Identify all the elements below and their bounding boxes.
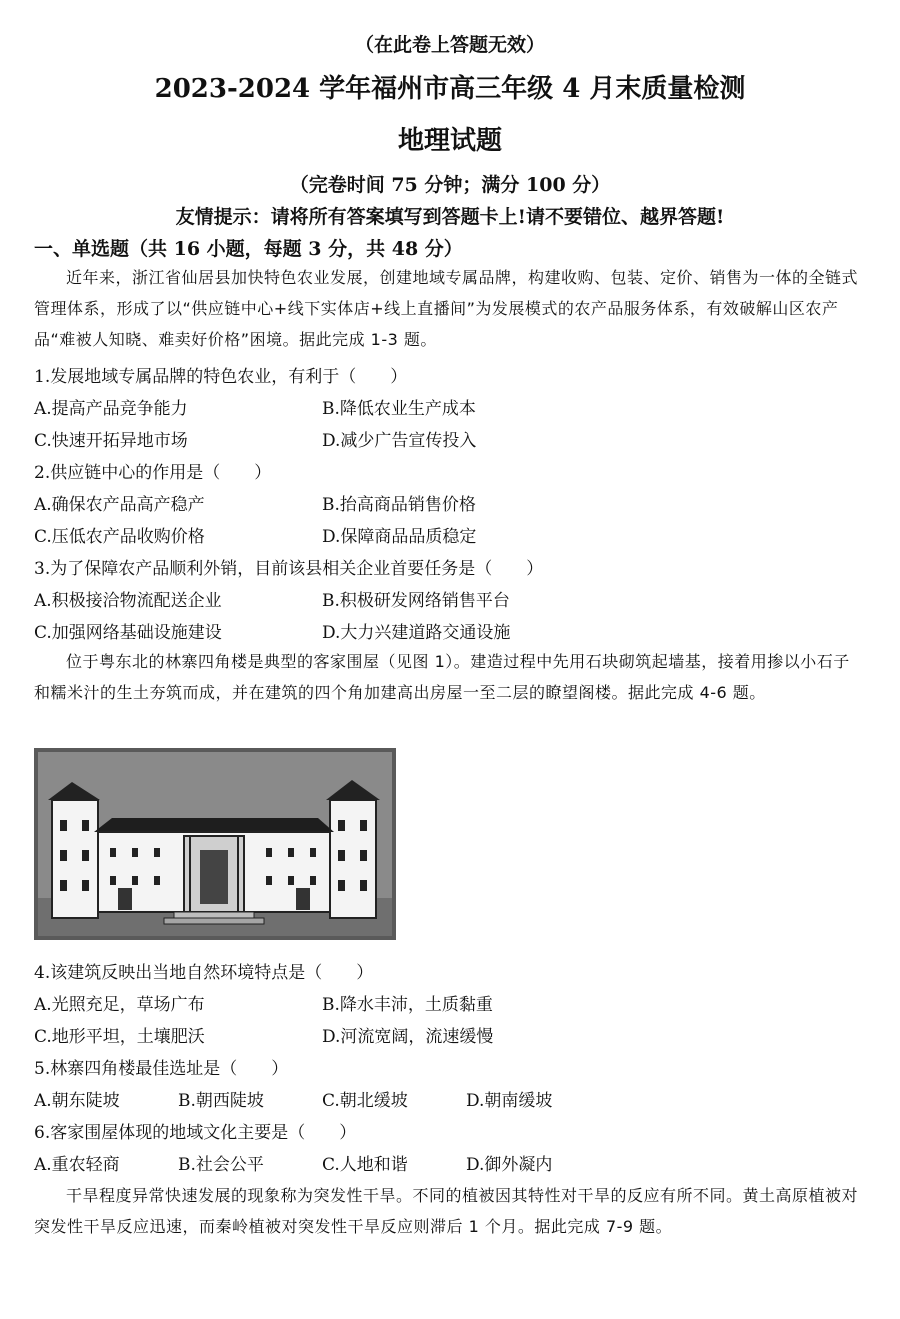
q5-option-b: B.朝西陡坡	[178, 1091, 264, 1111]
q2-option-a: A.确保农产品高产稳产	[34, 495, 205, 515]
q4-option-c: C.地形平坦，土壤肥沃	[34, 1027, 205, 1047]
q1-option-d: D.减少广告宣传投入	[322, 431, 477, 451]
q5-option-d: D.朝南缓坡	[466, 1091, 553, 1111]
q3-option-c: C.加强网络基础设施建设	[34, 623, 222, 643]
q3-option-a: A.积极接洽物流配送企业	[34, 591, 222, 611]
question-5-stem: 5.林寨四角楼最佳选址是（ ）	[34, 1059, 289, 1079]
friendly-tip: 友情提示：请将所有答案填写到答题卡上!请不要错位、越界答题!	[175, 206, 725, 228]
q2-option-b: B.抬高商品销售价格	[322, 495, 476, 515]
q2-option-d: D.保障商品品质稳定	[322, 527, 477, 547]
q6-option-d: D.御外凝内	[466, 1155, 553, 1175]
q4-option-a: A.光照充足，草场广布	[34, 995, 205, 1015]
header-note: （在此卷上答题无效）	[354, 34, 545, 56]
q6-option-b: B.社会公平	[178, 1155, 264, 1175]
q6-option-c: C.人地和谐	[322, 1155, 408, 1175]
q1-option-b: B.降低农业生产成本	[322, 399, 476, 419]
q6-option-a: A.重农轻商	[34, 1155, 120, 1175]
q5-option-c: C.朝北缓坡	[322, 1091, 408, 1111]
question-1-stem: 1.发展地域专属品牌的特色农业，有利于（ ）	[34, 367, 408, 387]
passage-3: 干旱程度异常快速发展的现象称为突发性干旱。不同的植被因其特性对干旱的反应有所不同。黄土高原植被对突发性干旱反应迅速，而秦岭植被对突发性干旱反应则滞后 1 个月。据此完成 7-9 题。	[34, 1186, 859, 1236]
q2-option-c: C.压低农产品收购价格	[34, 527, 205, 547]
question-2-stem: 2.供应链中心的作用是（ ）	[34, 463, 272, 483]
question-3-stem: 3.为了保障农产品顺利外销，目前该县相关企业首要任务是（ ）	[34, 559, 544, 579]
section-heading: 一、单选题（共 16 小题，每题 3 分，共 48 分）	[34, 238, 463, 260]
exam-time: （完卷时间 75 分钟；满分 100 分）	[289, 174, 611, 196]
q3-option-b: B.积极研发网络销售平台	[322, 591, 510, 611]
q5-option-a: A.朝东陡坡	[34, 1091, 120, 1111]
q1-option-c: C.快速开拓异地市场	[34, 431, 188, 451]
q3-option-d: D.大力兴建道路交通设施	[322, 623, 511, 643]
passage-1: 近年来，浙江省仙居县加快特色农业发展，创建地域专属品牌，构建收购、包装、定价、销售为一体的全链式管理体系，形成了以“供应链中心+线下实体店+线上直播间”为发展模式的农产品服务体系，有效破解山区农产品“难被人知晓、难卖好价格”困境。据此完成 1-3 题。	[34, 268, 859, 349]
hakka-building-image	[34, 748, 396, 940]
question-4-stem: 4.该建筑反映出当地自然环境特点是（ ）	[34, 963, 374, 983]
exam-title: 2023-2024 学年福州市高三年级 4 月末质量检测	[154, 74, 746, 104]
q4-option-b: B.降水丰沛，土质黏重	[322, 995, 493, 1015]
passage-2: 位于粤东北的林寨四角楼是典型的客家围屋（见图 1）。建造过程中先用石块砌筑起墙基，接着用掺以小石子和糯米汁的生土夯筑而成，并在建筑的四个角加建高出房屋一至二层的瞭望阁楼。据此完成 4-6 题。	[34, 652, 850, 702]
subject-title: 地理试题	[397, 126, 502, 156]
q1-option-a: A.提高产品竞争能力	[34, 399, 188, 419]
question-6-stem: 6.客家围屋体现的地域文化主要是（ ）	[34, 1123, 357, 1143]
q4-option-d: D.河流宽阔，流速缓慢	[322, 1027, 494, 1047]
